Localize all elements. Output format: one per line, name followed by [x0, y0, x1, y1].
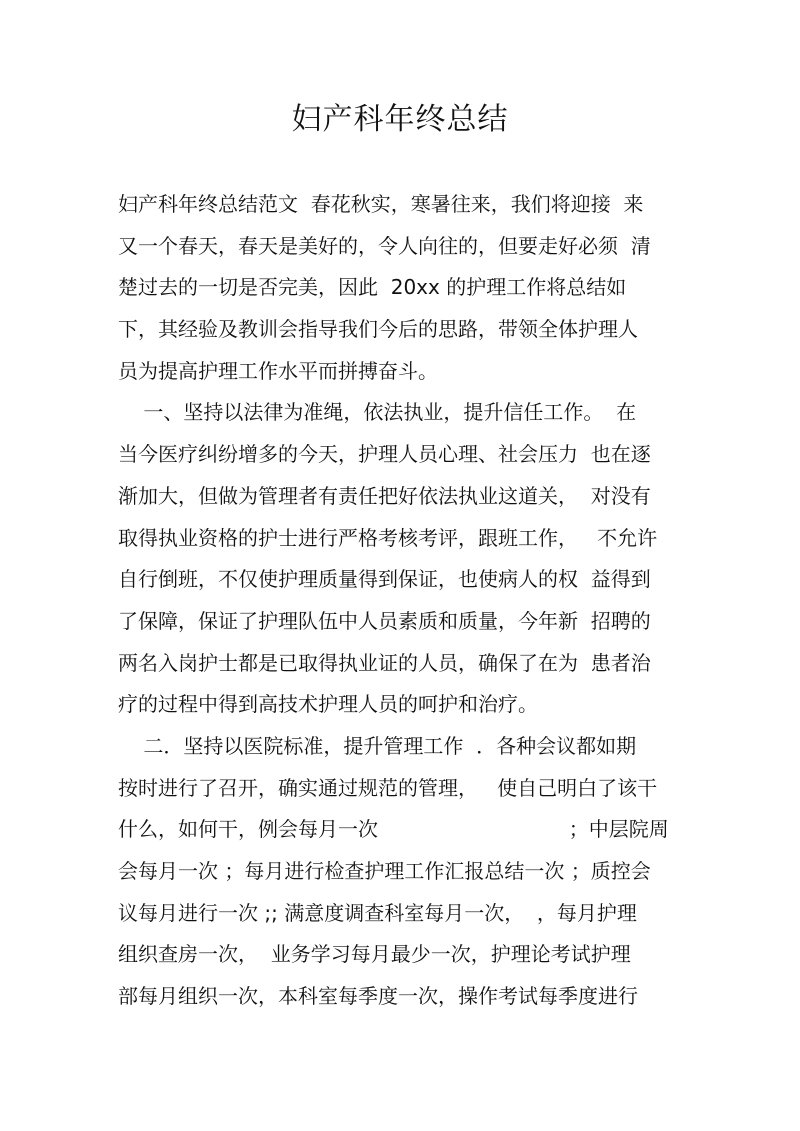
body-line: 自行倒班，不仅使护理质量得到保证，也使病人的权 益得到	[118, 567, 651, 592]
body-line: 按时进行了召开，确实通过规范的管理， 使自己明白了该干	[118, 775, 658, 800]
body-line: 什么，如何干，例会每月一次 ；中层院周	[118, 817, 669, 842]
document-body	[118, 184, 678, 1018]
body-line: 一、坚持以法律为准绳，依法执业，提升信任工作。 在	[118, 400, 637, 425]
body-line: 疗的过程中得到高技术护理人员的呵护和治疗。	[118, 692, 538, 717]
document-title: 妇产科年终总结	[291, 102, 509, 137]
body-line: 妇产科年终总结范文 春花秋实，寒暑往来，我们将迎接 来	[118, 192, 644, 216]
body-line: 员为提高护理工作水平而拼搏奋斗。	[118, 358, 438, 383]
body-line: 取得执业资格的护士进行严格考核考评，跟班工作， 不允许	[118, 525, 658, 550]
body-line: 两名入岗护士都是已取得执业证的人员，确保了在为 患者治	[118, 650, 651, 675]
body-line: 了保障，保证了护理队伍中人员素质和质量，今年新 招聘的	[118, 608, 651, 633]
body-line: 当今医疗纠纷增多的今天，护理人员心理、社会压力 也在逐	[118, 442, 651, 467]
body-line: 组织查房一次， 业务学习每月最少一次，护理论考试护理	[118, 942, 631, 967]
body-line: 会每月一次 ；每月进行检查护理工作汇报总结一次 ；质控会	[118, 859, 651, 883]
body-line: 下，其经验及教训会指导我们今后的思路，带领全体护理人	[118, 317, 638, 342]
body-line: 又一个春天，春天是美好的，令人向往的，但要走好必须 清	[118, 233, 651, 258]
body-line: 楚过去的一切是否完美，因此 20xx 的护理工作将总结如	[118, 275, 627, 300]
body-line: 渐加大，但做为管理者有责任把好依法执业这道关， 对没有	[118, 483, 651, 508]
body-line: 二．坚持以医院标准，提升管理工作 ．各种会议都如期	[118, 733, 637, 758]
body-line: 部每月组织一次，本科室每季度一次，操作考试每季度进行	[118, 984, 638, 1009]
body-line: 议每月进行一次 ;; 满意度调查科室每月一次， ，每月护理	[118, 900, 637, 925]
